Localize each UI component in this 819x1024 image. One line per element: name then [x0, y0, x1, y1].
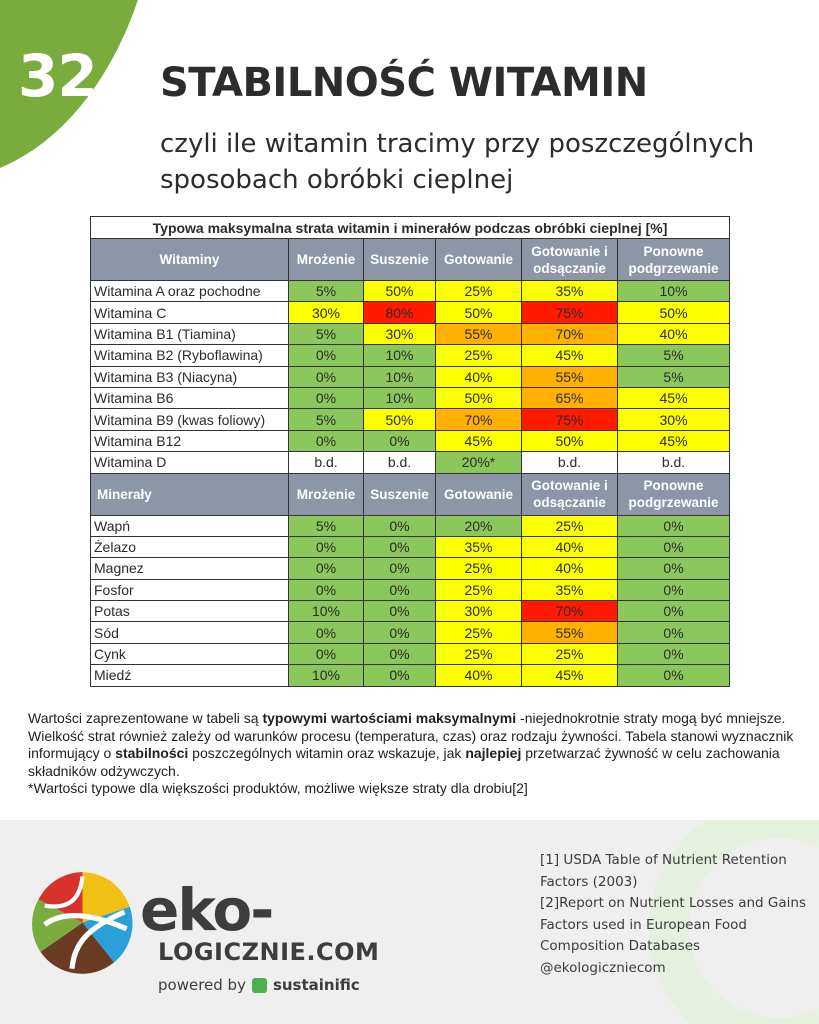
row-label: Witamina B9 (kwas foliowy): [91, 409, 289, 430]
table-cell: 0%: [618, 643, 730, 664]
row-label: Żelazo: [91, 536, 289, 557]
table-cell: 0%: [364, 430, 436, 451]
table-cell: 0%: [289, 643, 364, 664]
table-cell: 55%: [522, 366, 618, 387]
table-cell: 25%: [436, 579, 522, 600]
notes-text: Wartości zaprezentowane w tabeli są: [28, 710, 263, 726]
row-label: Wapń: [91, 515, 289, 536]
social-handle: @ekologiczniecom: [540, 959, 666, 976]
column-header: Mrożenie: [289, 473, 364, 515]
table-cell: 20%: [436, 515, 522, 536]
table-row: [91, 601, 730, 622]
column-header: Ponowne podgrzewanie: [618, 239, 730, 281]
table-cell: 40%: [436, 665, 522, 686]
table-cell: 0%: [364, 536, 436, 557]
table-cell: 10%: [618, 281, 730, 302]
table-row: [91, 558, 730, 579]
table-cell: 40%: [522, 536, 618, 557]
table-cell: 65%: [522, 387, 618, 408]
table-cell: 25%: [436, 345, 522, 366]
table-cell: 25%: [436, 643, 522, 664]
sustainific-icon: [252, 978, 267, 993]
row-label: Witamina B1 (Tiamina): [91, 323, 289, 344]
table-cell: b.d.: [618, 452, 730, 473]
table-row: [91, 409, 730, 430]
notes-text: -niejednokrotnie straty mogą być mniejsze. Wielkość strat również zależy od warunków procesu (temperatura, czas) oraz rodzaju żywności. Tabela stanowi wyznacznik informujący o: [28, 710, 794, 761]
row-label: Cynk: [91, 643, 289, 664]
table-cell: 55%: [436, 323, 522, 344]
table-cell: 5%: [289, 323, 364, 344]
notes-bold: typowymi wartościami maksymalnymi: [262, 710, 517, 726]
table-cell: 0%: [618, 579, 730, 600]
table-cell: 10%: [289, 601, 364, 622]
table-cell: 5%: [289, 515, 364, 536]
table-row: [91, 515, 730, 536]
row-label: Witamina B6: [91, 387, 289, 408]
column-header: Gotowanie: [436, 473, 522, 515]
powered-by-label: powered by: [158, 976, 246, 994]
table-row: [91, 536, 730, 557]
row-label: Witamina B2 (Ryboflawina): [91, 345, 289, 366]
table-cell: 45%: [522, 345, 618, 366]
table-caption-row: [91, 217, 730, 239]
table-cell: 50%: [436, 387, 522, 408]
table-row: [91, 622, 730, 643]
eko-logo-icon: [30, 870, 135, 975]
table-row: [91, 579, 730, 600]
row-label: Witamina A oraz pochodne: [91, 281, 289, 302]
table-row: [91, 281, 730, 302]
table-cell: 45%: [618, 387, 730, 408]
table-cell: 40%: [522, 558, 618, 579]
page-title: STABILNOŚĆ WITAMIN: [160, 60, 648, 106]
table-cell: 40%: [436, 366, 522, 387]
table-cell: 0%: [289, 387, 364, 408]
column-header: Minerały: [91, 473, 289, 515]
notes-bold: stabilności: [115, 745, 189, 761]
vitamin-loss-table: [90, 216, 730, 687]
notes-text: przetwarzać żywność w celu zachowania składników odżywczych.: [28, 745, 780, 779]
table-cell: 45%: [618, 430, 730, 451]
table-row: [91, 345, 730, 366]
table-caption: Typowa maksymalna strata witamin i minerałów podczas obróbki cieplnej [%]: [91, 217, 730, 239]
logo-subtext: LOGICZNIE.COM: [158, 938, 380, 966]
table-cell: 0%: [289, 579, 364, 600]
table-cell: 5%: [618, 366, 730, 387]
row-label: Witamina C: [91, 302, 289, 323]
table-cell: 0%: [289, 345, 364, 366]
table-cell: 70%: [522, 601, 618, 622]
table-cell: 25%: [436, 281, 522, 302]
row-label: Fosfor: [91, 579, 289, 600]
notes-footnote: *Wartości typowe dla większości produktów, możliwe większe straty dla drobiu[2]: [28, 780, 528, 796]
column-header: Suszenie: [364, 239, 436, 281]
table-cell: 0%: [618, 665, 730, 686]
table-cell: 0%: [364, 665, 436, 686]
table-cell: 0%: [364, 515, 436, 536]
table-cell: 70%: [522, 323, 618, 344]
row-label: Potas: [91, 601, 289, 622]
table-cell: 0%: [289, 536, 364, 557]
table-cell: b.d.: [289, 452, 364, 473]
table-header-row: [91, 239, 730, 281]
notes-text: poszczególnych witamin oraz wskazuje, jak: [188, 745, 466, 761]
table-cell: 5%: [618, 345, 730, 366]
column-header: Ponowne podgrzewanie: [618, 473, 730, 515]
table-cell: 45%: [436, 430, 522, 451]
table-cell: 30%: [364, 323, 436, 344]
table-cell: 0%: [289, 558, 364, 579]
reference-item: [2]Report on Nutrient Losses and Gains Factors used in European Food Composition Databases: [540, 895, 806, 954]
table-row: [91, 366, 730, 387]
table-cell: 10%: [364, 366, 436, 387]
notes: [28, 710, 798, 798]
table-row: [91, 430, 730, 451]
column-header: Mrożenie: [289, 239, 364, 281]
table-cell: 35%: [522, 579, 618, 600]
table-row: [91, 665, 730, 686]
table-cell: 10%: [364, 387, 436, 408]
table-cell: 55%: [522, 622, 618, 643]
powered-by: [158, 976, 360, 994]
table-cell: 30%: [618, 409, 730, 430]
table-cell: 5%: [289, 409, 364, 430]
page-subtitle: czyli ile witamin tracimy przy poszczególnych sposobach obróbki cieplnej: [160, 129, 755, 195]
table-cell: 30%: [436, 601, 522, 622]
row-label: Witamina D: [91, 452, 289, 473]
table-cell: b.d.: [522, 452, 618, 473]
notes-bold: najlepiej: [465, 745, 522, 761]
column-header: Gotowanie i odsączanie: [522, 473, 618, 515]
reference-item: [1] USDA Table of Nutrient Retention Factors (2003): [540, 852, 787, 890]
table-cell: 40%: [618, 323, 730, 344]
table-cell: 0%: [364, 643, 436, 664]
table-cell: 0%: [618, 622, 730, 643]
table-row: [91, 323, 730, 344]
column-header: Gotowanie i odsączanie: [522, 239, 618, 281]
table-cell: 50%: [522, 430, 618, 451]
column-header: Suszenie: [364, 473, 436, 515]
row-label: Witamina B12: [91, 430, 289, 451]
table-cell: 70%: [436, 409, 522, 430]
table-cell: 0%: [618, 558, 730, 579]
row-label: Miedź: [91, 665, 289, 686]
table-row: [91, 387, 730, 408]
column-header: Witaminy: [91, 239, 289, 281]
table-cell: 25%: [522, 643, 618, 664]
vitamin-loss-table-container: [90, 216, 729, 687]
references: [540, 850, 810, 979]
table-cell: 35%: [522, 281, 618, 302]
table-cell: 50%: [364, 281, 436, 302]
logo-wordmark: eko-: [140, 876, 273, 944]
page-number: 32: [18, 42, 97, 110]
table-cell: 0%: [618, 536, 730, 557]
table-cell: 0%: [618, 601, 730, 622]
table-cell: 0%: [289, 430, 364, 451]
footer: [0, 820, 819, 1024]
table-cell: 35%: [436, 536, 522, 557]
table-cell: 0%: [364, 601, 436, 622]
table-cell: 10%: [289, 665, 364, 686]
row-label: Magnez: [91, 558, 289, 579]
sponsor-name: sustainific: [272, 976, 360, 994]
table-cell: 0%: [364, 558, 436, 579]
column-header: Gotowanie: [436, 239, 522, 281]
table-cell: 45%: [522, 665, 618, 686]
notes-paragraph: [28, 710, 798, 780]
table-cell: 5%: [289, 281, 364, 302]
table-cell: 0%: [289, 622, 364, 643]
table-cell: 10%: [364, 345, 436, 366]
table-cell: 20%*: [436, 452, 522, 473]
table-row: [91, 643, 730, 664]
table-row: [91, 302, 730, 323]
table-cell: 50%: [436, 302, 522, 323]
table-cell: 80%: [364, 302, 436, 323]
table-cell: 50%: [364, 409, 436, 430]
table-cell: 25%: [436, 558, 522, 579]
table-cell: 0%: [618, 515, 730, 536]
table-cell: 50%: [618, 302, 730, 323]
table-cell: 75%: [522, 409, 618, 430]
table-cell: b.d.: [364, 452, 436, 473]
table-cell: 30%: [289, 302, 364, 323]
table-cell: 0%: [289, 366, 364, 387]
table-cell: 75%: [522, 302, 618, 323]
table-cell: 0%: [364, 622, 436, 643]
table-row: [91, 452, 730, 473]
table-cell: 25%: [436, 622, 522, 643]
table-cell: 25%: [522, 515, 618, 536]
table-cell: 0%: [364, 579, 436, 600]
row-label: Sód: [91, 622, 289, 643]
row-label: Witamina B3 (Niacyna): [91, 366, 289, 387]
table-header-row: [91, 473, 730, 515]
